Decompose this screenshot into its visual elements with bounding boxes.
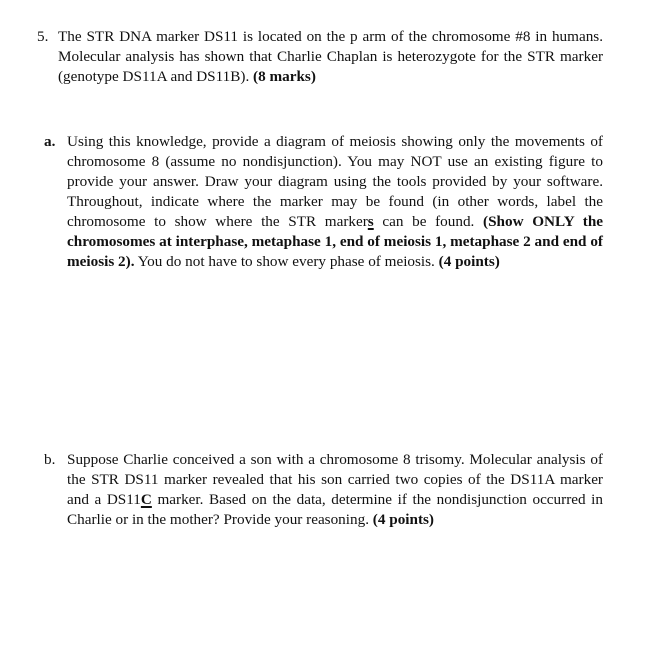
part-a-underlined-s: s — [367, 213, 374, 230]
part-b-points: (4 points) — [372, 511, 434, 528]
question-5-marks: (8 marks) — [253, 68, 316, 85]
part-b-text-2: marker. Based on the data, determine if the nondisjunction occurred in Charlie or in the mother? Provide your reasoning. — [67, 491, 603, 528]
part-a-text — [67, 132, 603, 272]
part-a — [44, 132, 603, 272]
part-a-letter: a. — [44, 133, 56, 150]
question-5-intro: The STR DNA marker DS11 is located on the p arm of the chromosome #8 in humans. Molecular analysis has shown that Charlie Chaplan is heterozygote for the STR marker (genotype DS11A and DS11B). — [58, 28, 603, 85]
part-a-text-3: You do not have to show every phase of meiosis. — [137, 253, 435, 270]
question-5 — [37, 27, 603, 87]
part-a-bold-instruction: (Show ONLY the chromosomes at interphase, metaphase 1, end of meiosis 1, metaphase 2 and end of meiosis 2). — [67, 213, 604, 270]
part-b — [44, 450, 603, 530]
question-5-text — [58, 27, 603, 87]
question-number: 5. — [37, 28, 49, 45]
part-b-text-1: Suppose Charlie conceived a son with a chromosome 8 trisomy. Molecular analysis of the STR DS11 marker revealed that his son carried two copies of the DS11A marker and a DS11 — [67, 451, 603, 508]
part-a-text-2: can be found. — [382, 213, 475, 230]
part-b-text — [67, 450, 603, 530]
part-a-points: (4 points) — [438, 253, 500, 270]
part-a-text-1: Using this knowledge, provide a diagram of meiosis showing only the movements of chromosome 8 (assume no nondisjunction). You may NOT use an existing figure to provide your answer. Draw your diagram using the tools provided by your software. Throughout, indicate where the marker may be found (in other words, label the chromosome to show where the STR marker — [67, 133, 603, 230]
part-b-underlined-c: C — [140, 491, 152, 508]
part-b-letter: b. — [44, 451, 56, 468]
